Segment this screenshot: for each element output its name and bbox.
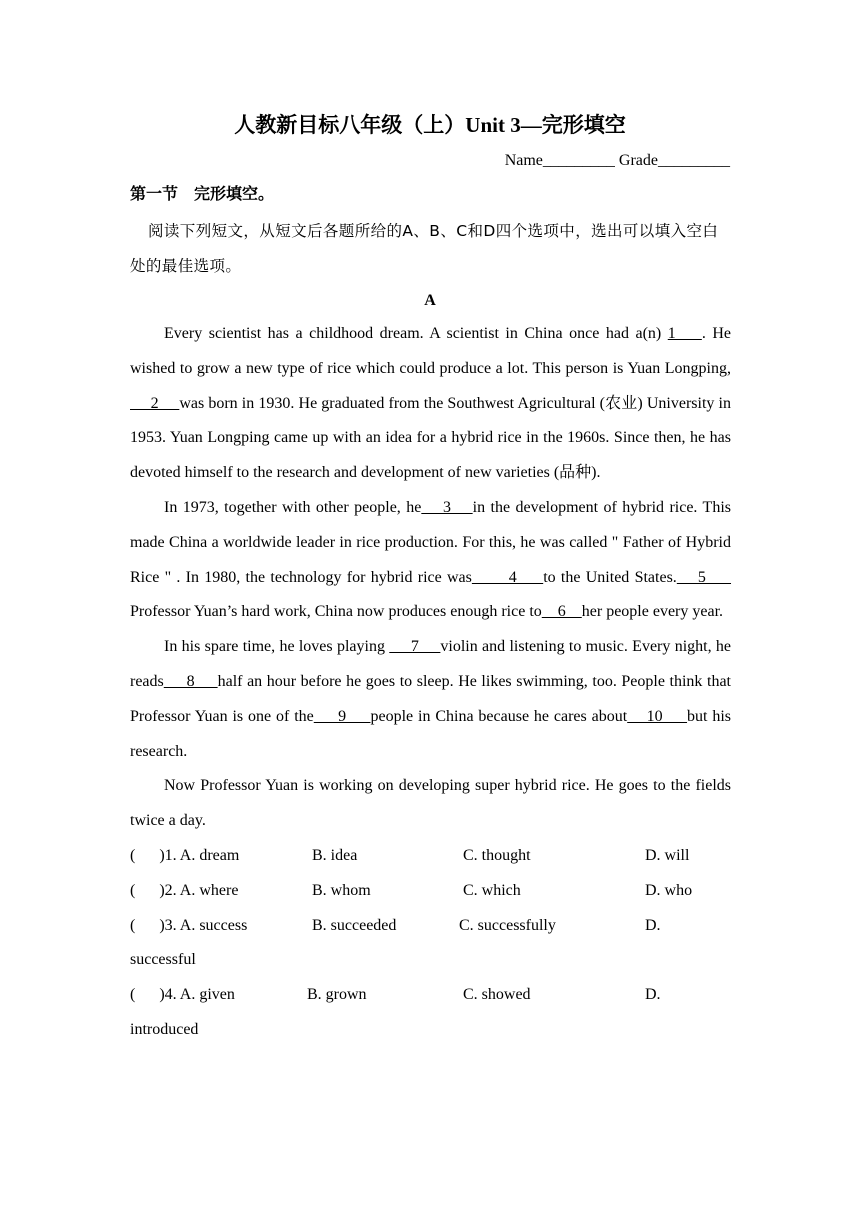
option-c: C. showed <box>463 986 531 1004</box>
question-number: ( )2. A. where <box>130 881 239 899</box>
option-b: B. idea <box>312 846 358 864</box>
question-list <box>130 839 731 1048</box>
option-b: B. succeeded <box>312 916 397 934</box>
blank-3: 3 <box>421 498 473 516</box>
section-label: 第一节 <box>130 186 179 203</box>
option-d: D. <box>645 916 661 934</box>
option-c: C. thought <box>463 846 531 864</box>
blank-2: 2 <box>130 394 180 412</box>
question-2 <box>130 874 731 909</box>
option-d: D. who <box>645 881 693 899</box>
blank-10: 10 <box>627 707 688 725</box>
option-d-wrapped: introduced <box>130 1020 199 1038</box>
option-b: B. grown <box>307 986 367 1004</box>
option-d: D. <box>645 986 661 1004</box>
paragraph-4: Now Professor Yuan is working on developing super hybrid rice. He goes to the fields twice a day. <box>130 777 731 830</box>
paragraph-3: In his spare time, he loves playing 7 violin and listening to music. Every night, he reads 8 half an hour before he goes to sleep. He likes swimming, too. People think that Professor Yuan is one of the 9 people in China because he cares about 10 but his research. <box>130 638 732 760</box>
paragraph-2: In 1973, together with other people, he 3 in the development of hybrid rice. This made China a worldwide leader in rice production. For this, he was called " Father of Hybrid Rice " . In 1980, the technology for hybrid rice was 4 to the United States. 5 Professor Yuan’s hard work, China now produces enough rice to 6 her people every year. <box>130 498 732 621</box>
blank-9: 9 <box>313 707 371 725</box>
section-heading <box>130 182 274 208</box>
blank-5: 5 <box>676 568 732 586</box>
name-grade-line: Name_________ Grade_________ <box>504 152 730 169</box>
blank-8: 8 <box>163 672 218 690</box>
blank-4: 4 <box>471 568 544 586</box>
question-number: ( )4. A. given <box>130 986 235 1004</box>
passage <box>130 317 731 1048</box>
paragraph-1: Every scientist has a childhood dream. A scientist in China once had a(n) 1 . He wished to grow a new type of rice which could produce a lot. This person is Yuan Longping, 2 was born in 1930. He graduated from the Southwest Agricultural (农业) University in 1953. Yuan Longping came up with an idea for a hybrid rice in the 1960s. Since then, he has devoted himself to the research and development of new varieties (品种). <box>130 325 732 482</box>
blank-7: 7 <box>389 638 441 656</box>
blank-6: 6 <box>541 603 582 621</box>
page-title: 人教新目标八年级（上）Unit 3—完形填空 <box>234 113 626 137</box>
question-number: ( )3. A. success <box>130 916 248 934</box>
question-3 <box>130 909 731 944</box>
instruction-text: 阅读下列短文，从短文后各题所给的A、B、C和D四个选项中，选出可以填入空白处的最佳选项。 <box>130 222 719 275</box>
question-1 <box>130 839 731 874</box>
option-b: B. whom <box>312 881 371 899</box>
question-4 <box>130 978 731 1013</box>
question-number: ( )1. A. dream <box>130 846 240 864</box>
option-c: C. successfully <box>459 916 556 934</box>
passage-heading: A <box>424 292 436 309</box>
option-d-wrapped: successful <box>130 951 196 969</box>
blank-1: 1 <box>667 325 702 342</box>
option-d: D. will <box>645 846 690 864</box>
section-title: 完形填空。 <box>194 186 275 203</box>
option-c: C. which <box>463 881 521 899</box>
